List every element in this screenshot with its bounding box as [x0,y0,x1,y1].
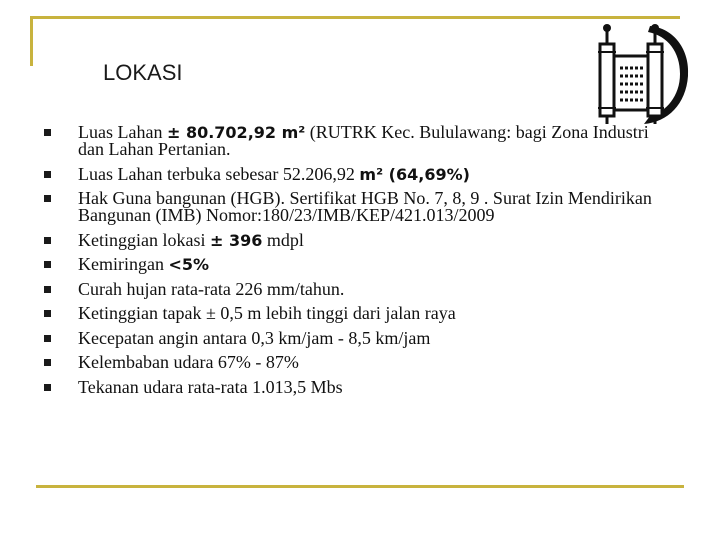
bullet-square-icon [44,335,51,342]
bullet-square-icon [44,129,51,136]
list-item: Kecepatan angin antara 0,3 km/jam - 8,5 km/jam [44,330,664,347]
list-item: Ketinggian lokasi ± 396 mdpl [44,232,664,249]
bullet-square-icon [44,286,51,293]
list-item: Curah hujan rata-rata 226 mm/tahun. [44,281,664,298]
list-item: Kemiringan <5% [44,256,664,273]
list-item: Luas Lahan ± 80.702,92 m² (RUTRK Kec. Bululawang: bagi Zona Industri dan Lahan Pertanian. [44,124,664,158]
bullet-square-icon [44,261,51,268]
list-item: Ketinggian tapak ± 0,5 m lebih tinggi dari jalan raya [44,305,664,322]
bullet-square-icon [44,359,51,366]
list-item: Luas Lahan terbuka sebesar 52.206,92 m² (64,69%) [44,166,664,183]
bullet-square-icon [44,384,51,391]
location-details-list [44,124,664,403]
list-item: Kelembaban udara 67% - 87% [44,354,664,371]
slide-title: LOKASI [103,60,183,85]
bullet-square-icon [44,237,51,244]
bullet-square-icon [44,310,51,317]
bullet-square-icon [44,195,51,202]
scroll-emblem-icon [592,18,692,126]
bullet-square-icon [44,171,51,178]
frame-top-line [30,16,680,19]
list-item: Tekanan udara rata-rata 1.013,5 Mbs [44,379,664,396]
frame-left-line [30,16,33,66]
list-item: Hak Guna bangunan (HGB). Sertifikat HGB No. 7, 8, 9 . Surat Izin Mendirikan Bangunan (IMB) Nomor:180/23/IMB/KEP/421.013/2009 [44,190,664,224]
frame-bottom-line [36,485,684,488]
